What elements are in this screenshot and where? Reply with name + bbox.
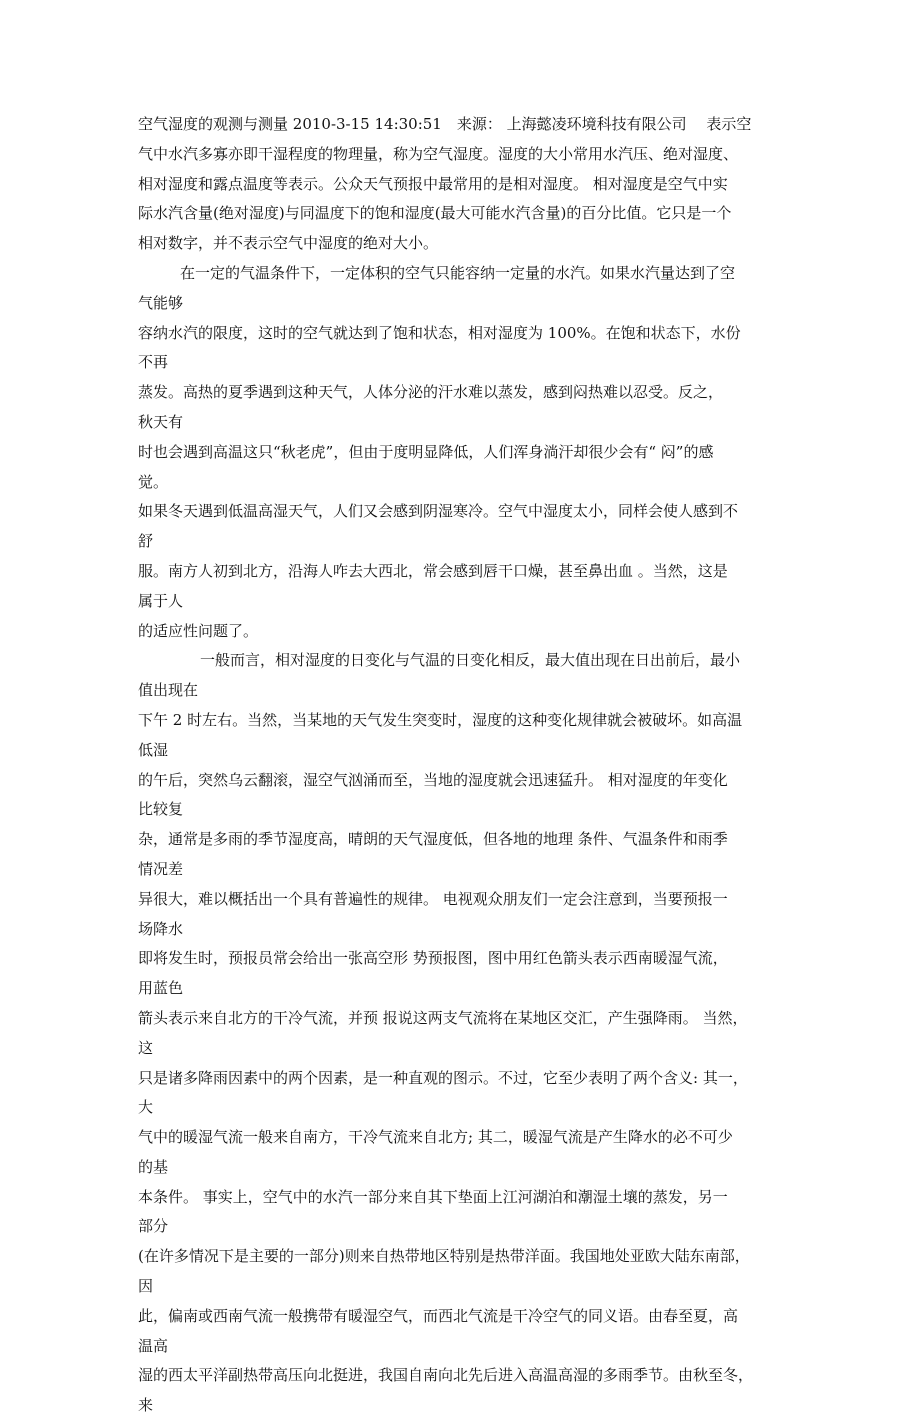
text-line: 箭头表示来自北方的干冷气流，并预 报说这两支气流将在某地区交汇，产生强降雨。 当然，	[138, 1008, 748, 1027]
text-line: 只是诸多降雨因素中的两个因素，是一种直观的图示。不过，它至少表明了两个含义: 其一，	[138, 1068, 748, 1087]
paragraph-start-line: 在一定的气温条件下，一定体积的空气只能容纳一定量的水汽。如果水汽量达到了空	[180, 263, 736, 282]
text-line: 因	[138, 1277, 154, 1296]
text-line: 比较复	[138, 800, 184, 819]
text-line: 空气湿度的观测与测量 2010-3-15 14:30:51 来源： 上海懿凌环境科技有限公司 表示空	[138, 115, 752, 133]
text-line: 属于人	[138, 591, 184, 610]
text-line: 时也会遇到高温这只“秋老虎”，但由于度明显降低，人们浑身淌汗却很少会有“ 闷”的感	[138, 442, 714, 461]
text-line: 气中的暖湿气流一般来自南方，干冷气流来自北方; 其二，暖湿气流是产生降水的必不可少	[138, 1128, 733, 1147]
text-line: 气中水汽多寡亦即干湿程度的物理量，称为空气湿度。湿度的大小常用水汽压、绝对湿度、	[138, 144, 739, 163]
text-line: 用蓝色	[138, 979, 184, 998]
text-line: 际水汽含量(绝对湿度)与同温度下的饱和湿度(最大可能水汽含量)的百分比值。它只是一个	[138, 204, 732, 223]
text-line: 值出现在	[138, 681, 199, 700]
text-line: 不再	[138, 353, 169, 372]
text-line: (在许多情况下是主要的一部分)则来自热带地区特别是热带洋面。我国地处亚欧大陆东南部，	[138, 1247, 750, 1266]
text-line: 异很大，难以概括出一个具有普遍性的规律。 电视观众朋友们一定会注意到，当要预报一	[138, 889, 728, 908]
text-line: 服。南方人初到北方，沿海人咋去大西北，常会感到唇干口燥，甚至鼻出血 。当然，这是	[138, 561, 728, 580]
text-line: 下午 2 时左右。当然，当某地的天气发生突变时，湿度的这种变化规律就会被破坏。如高温	[138, 710, 743, 729]
text-line: 温高	[138, 1336, 169, 1355]
text-line: 即将发生时，预报员常会给出一张高空形 势预报图，图中用红色箭头表示西南暖湿气流，	[138, 949, 728, 968]
text-line: 相对数字，并不表示空气中湿度的绝对大小。	[138, 234, 439, 253]
text-line: 场降水	[138, 919, 184, 938]
text-line: 觉。	[138, 472, 169, 491]
text-line: 如果冬天遇到低温高湿天气，人们又会感到阴湿寒冷。空气中湿度太小，同样会使人感到不	[138, 502, 739, 521]
paragraph-start-line: 一般而言，相对湿度的日变化与气温的日变化相反，最大值出现在日出前后，最小	[200, 651, 741, 670]
text-line: 部分	[138, 1217, 169, 1236]
text-line: 这	[138, 1038, 154, 1057]
text-line: 的午后，突然乌云翻滚，湿空气汹涌而至，当地的湿度就会迅速猛升。 相对湿度的年变化	[138, 770, 728, 789]
text-line: 杂，通常是多雨的季节湿度高，晴朗的天气湿度低，但各地的地理 条件、气温条件和雨季	[138, 830, 728, 849]
text-line: 的适应性问题了。	[138, 621, 259, 640]
text-line: 蒸发。高热的夏季遇到这种天气，人体分泌的汗水难以蒸发，感到闷热难以忍受。反之，	[138, 383, 724, 402]
text-line: 秋天有	[138, 412, 184, 431]
text-line: 舒	[138, 532, 154, 551]
text-line: 气能够	[138, 293, 184, 312]
text-line: 湿的西太平洋副热带高压向北挺进，我国自南向北先后进入高温高湿的多雨季节。由秋至冬，	[138, 1366, 754, 1385]
text-line: 的基	[138, 1157, 169, 1176]
text-line: 此，偏南或西南气流一般携带有暖湿空气，而西北气流是干冷空气的同义语。由春至夏，高	[138, 1306, 739, 1325]
text-line: 相对湿度和露点温度等表示。公众天气预报中最常用的是相对湿度。 相对湿度是空气中实	[138, 174, 728, 193]
text-line: 低湿	[138, 740, 169, 759]
text-line: 情况差	[138, 859, 184, 878]
text-line: 大	[138, 1098, 154, 1117]
document-body	[138, 110, 798, 1421]
text-line: 本条件。 事实上，空气中的水汽一部分来自其下垫面上江河湖泊和潮湿土壤的蒸发，另一	[138, 1187, 728, 1206]
text-line: 来	[138, 1396, 154, 1415]
text-line: 容纳水汽的限度，这时的空气就达到了饱和状态，相对湿度为 100%。在饱和状态下，水份	[138, 323, 741, 342]
